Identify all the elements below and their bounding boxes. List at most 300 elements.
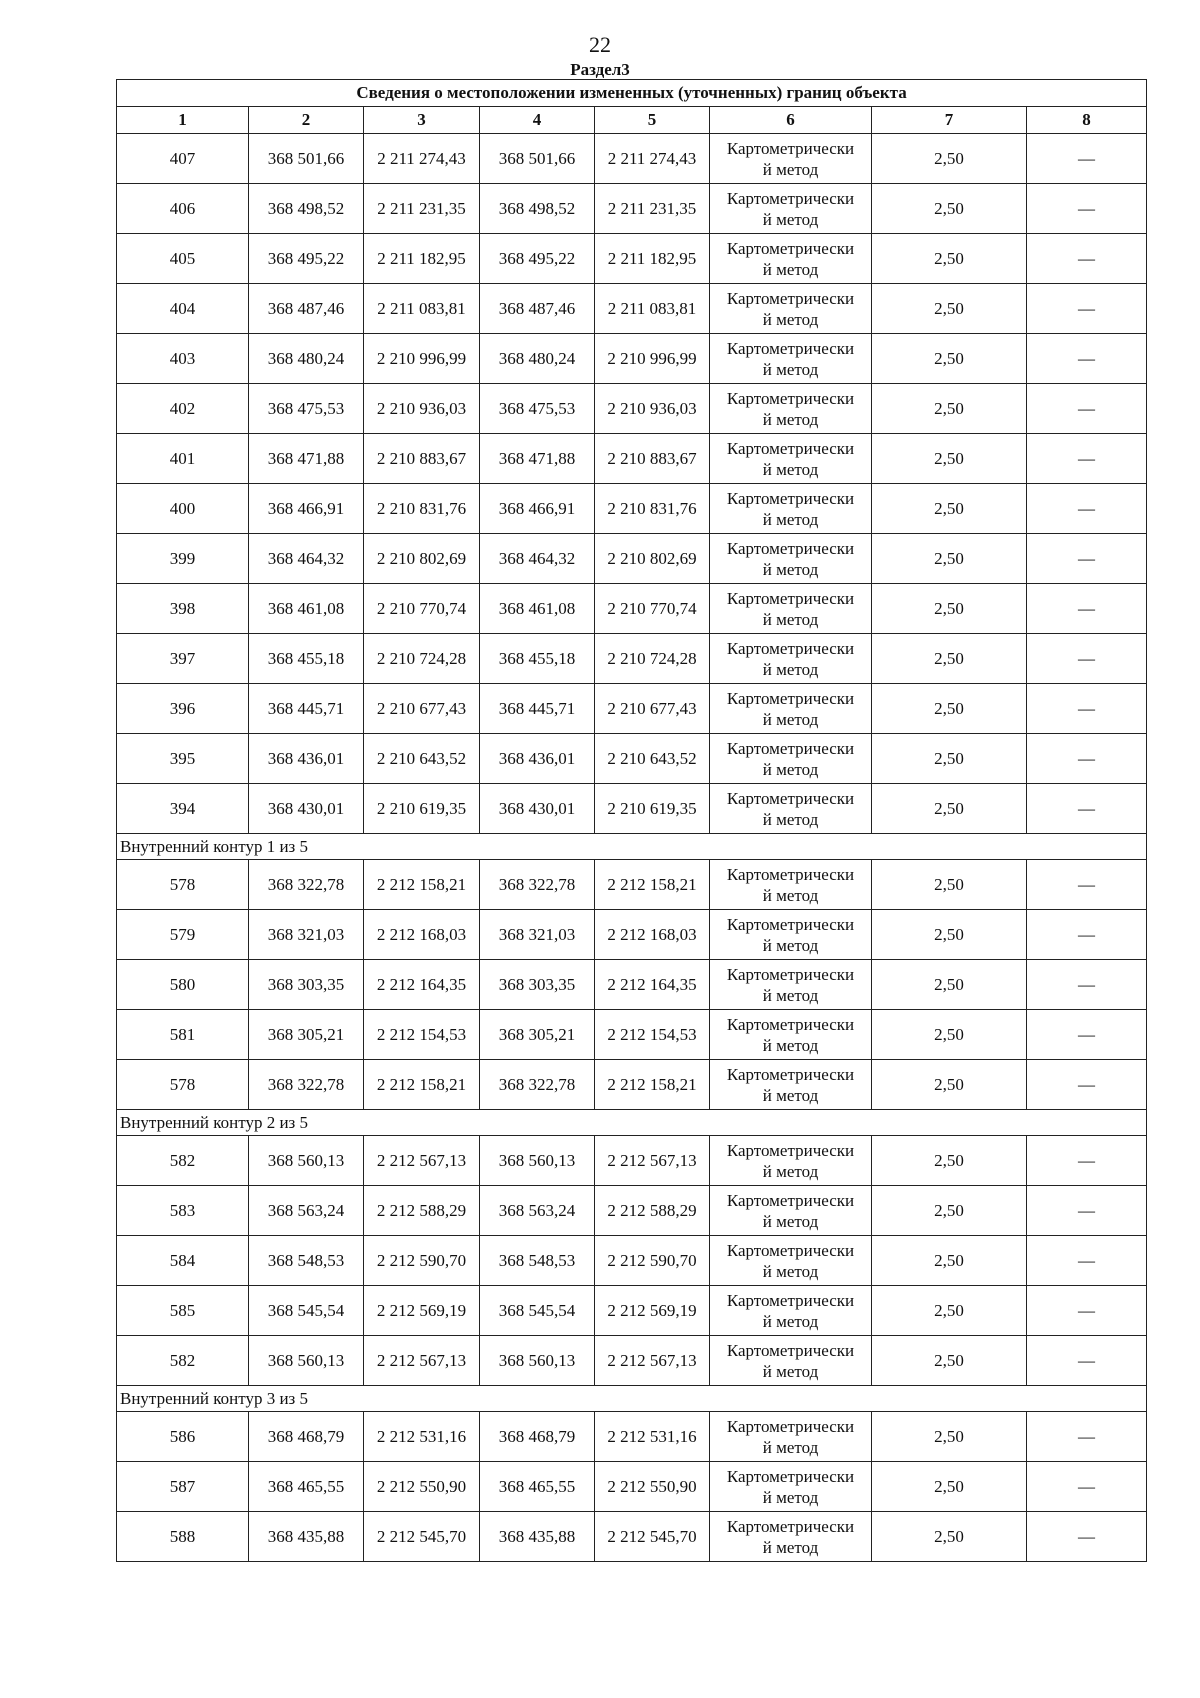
note-cell: — xyxy=(1027,1010,1147,1060)
x-coordinate-updated-cell: 368 560,13 xyxy=(480,1136,595,1186)
table-row xyxy=(117,684,1147,734)
y-coordinate-existing-cell: 2 211 182,95 xyxy=(364,234,480,284)
method-text-line-2: й метод xyxy=(762,559,819,579)
x-coordinate-updated-cell: 368 322,78 xyxy=(480,1060,595,1110)
y-coordinate-existing-cell: 2 212 531,16 xyxy=(364,1412,480,1462)
method-text-line-2: й метод xyxy=(762,1537,819,1557)
y-coordinate-existing-cell: 2 210 643,52 xyxy=(364,734,480,784)
method-cell xyxy=(710,1336,872,1386)
x-coordinate-existing-cell: 368 548,53 xyxy=(249,1236,364,1286)
point-number-cell: 584 xyxy=(117,1236,249,1286)
table-row xyxy=(117,334,1147,384)
table-caption: Сведения о местоположении измененных (уточненных) границ объекта xyxy=(117,80,1147,107)
y-coordinate-existing-cell: 2 210 802,69 xyxy=(364,534,480,584)
note-cell: — xyxy=(1027,1512,1147,1562)
x-coordinate-updated-cell: 368 305,21 xyxy=(480,1010,595,1060)
note-cell: — xyxy=(1027,1186,1147,1236)
point-number-cell: 404 xyxy=(117,284,249,334)
y-coordinate-existing-cell: 2 212 550,90 xyxy=(364,1462,480,1512)
method-text-line-1: Картометрически xyxy=(726,488,855,508)
method-text-line-2: й метод xyxy=(762,209,819,229)
method-text-line-2: й метод xyxy=(762,409,819,429)
method-text-line-1: Картометрически xyxy=(726,1516,855,1536)
method-text-line-2: й метод xyxy=(762,759,819,779)
accuracy-cell: 2,50 xyxy=(872,684,1027,734)
column-number: 8 xyxy=(1027,107,1147,134)
y-coordinate-existing-cell: 2 210 996,99 xyxy=(364,334,480,384)
method-cell xyxy=(710,484,872,534)
method-cell xyxy=(710,334,872,384)
point-number-cell: 578 xyxy=(117,1060,249,1110)
point-number-cell: 587 xyxy=(117,1462,249,1512)
x-coordinate-existing-cell: 368 465,55 xyxy=(249,1462,364,1512)
table-row xyxy=(117,1136,1147,1186)
x-coordinate-updated-cell: 368 430,01 xyxy=(480,784,595,834)
note-cell: — xyxy=(1027,1462,1147,1512)
y-coordinate-existing-cell: 2 210 831,76 xyxy=(364,484,480,534)
y-coordinate-updated-cell: 2 212 569,19 xyxy=(595,1286,710,1336)
accuracy-cell: 2,50 xyxy=(872,384,1027,434)
point-number-cell: 403 xyxy=(117,334,249,384)
method-cell xyxy=(710,434,872,484)
column-number: 4 xyxy=(480,107,595,134)
method-text-line-1: Картометрически xyxy=(726,1014,855,1034)
accuracy-cell: 2,50 xyxy=(872,284,1027,334)
point-number-cell: 585 xyxy=(117,1286,249,1336)
method-text-line-1: Картометрически xyxy=(726,288,855,308)
accuracy-cell: 2,50 xyxy=(872,960,1027,1010)
table-row xyxy=(117,484,1147,534)
y-coordinate-existing-cell: 2 212 158,21 xyxy=(364,860,480,910)
y-coordinate-updated-cell: 2 210 770,74 xyxy=(595,584,710,634)
note-cell: — xyxy=(1027,184,1147,234)
point-number-cell: 400 xyxy=(117,484,249,534)
note-cell: — xyxy=(1027,434,1147,484)
method-text-line-1: Картометрически xyxy=(726,1140,855,1160)
column-number: 5 xyxy=(595,107,710,134)
table-row xyxy=(117,960,1147,1010)
note-cell: — xyxy=(1027,684,1147,734)
page-number: 22 xyxy=(589,32,611,57)
accuracy-cell: 2,50 xyxy=(872,1010,1027,1060)
x-coordinate-updated-cell: 368 545,54 xyxy=(480,1286,595,1336)
method-cell xyxy=(710,1512,872,1562)
method-cell xyxy=(710,684,872,734)
y-coordinate-updated-cell: 2 210 643,52 xyxy=(595,734,710,784)
y-coordinate-updated-cell: 2 212 154,53 xyxy=(595,1010,710,1060)
contour-heading-row xyxy=(117,834,1147,860)
y-coordinate-existing-cell: 2 212 158,21 xyxy=(364,1060,480,1110)
note-cell: — xyxy=(1027,234,1147,284)
y-coordinate-existing-cell: 2 211 083,81 xyxy=(364,284,480,334)
method-text-line-2: й метод xyxy=(762,309,819,329)
method-text-line-2: й метод xyxy=(762,1161,819,1181)
x-coordinate-existing-cell: 368 487,46 xyxy=(249,284,364,334)
x-coordinate-updated-cell: 368 466,91 xyxy=(480,484,595,534)
accuracy-cell: 2,50 xyxy=(872,134,1027,184)
x-coordinate-updated-cell: 368 436,01 xyxy=(480,734,595,784)
method-text-line-2: й метод xyxy=(762,259,819,279)
method-cell xyxy=(710,384,872,434)
accuracy-cell: 2,50 xyxy=(872,484,1027,534)
method-text-line-1: Картометрически xyxy=(726,1290,855,1310)
x-coordinate-updated-cell: 368 560,13 xyxy=(480,1336,595,1386)
method-text-line-1: Картометрически xyxy=(726,914,855,934)
method-text-line-2: й метод xyxy=(762,809,819,829)
x-coordinate-existing-cell: 368 435,88 xyxy=(249,1512,364,1562)
y-coordinate-existing-cell: 2 212 154,53 xyxy=(364,1010,480,1060)
method-text-line-2: й метод xyxy=(762,709,819,729)
table-row xyxy=(117,234,1147,284)
method-text-line-2: й метод xyxy=(762,359,819,379)
x-coordinate-existing-cell: 368 455,18 xyxy=(249,634,364,684)
y-coordinate-updated-cell: 2 210 802,69 xyxy=(595,534,710,584)
method-text-line-2: й метод xyxy=(762,935,819,955)
y-coordinate-existing-cell: 2 210 619,35 xyxy=(364,784,480,834)
table-row xyxy=(117,434,1147,484)
method-cell xyxy=(710,1462,872,1512)
accuracy-cell: 2,50 xyxy=(872,234,1027,284)
y-coordinate-updated-cell: 2 212 590,70 xyxy=(595,1236,710,1286)
accuracy-cell: 2,50 xyxy=(872,1136,1027,1186)
note-cell: — xyxy=(1027,1286,1147,1336)
method-text-line-1: Картометрически xyxy=(726,688,855,708)
x-coordinate-existing-cell: 368 480,24 xyxy=(249,334,364,384)
point-number-cell: 402 xyxy=(117,384,249,434)
x-coordinate-existing-cell: 368 461,08 xyxy=(249,584,364,634)
column-number: 3 xyxy=(364,107,480,134)
table-row xyxy=(117,1462,1147,1512)
method-text-line-2: й метод xyxy=(762,1437,819,1457)
x-coordinate-existing-cell: 368 305,21 xyxy=(249,1010,364,1060)
table-row xyxy=(117,1060,1147,1110)
accuracy-cell: 2,50 xyxy=(872,1462,1027,1512)
x-coordinate-updated-cell: 368 548,53 xyxy=(480,1236,595,1286)
note-cell: — xyxy=(1027,334,1147,384)
accuracy-cell: 2,50 xyxy=(872,634,1027,684)
y-coordinate-updated-cell: 2 212 168,03 xyxy=(595,910,710,960)
x-coordinate-existing-cell: 368 560,13 xyxy=(249,1336,364,1386)
method-text-line-1: Картометрически xyxy=(726,588,855,608)
point-number-cell: 583 xyxy=(117,1186,249,1236)
point-number-cell: 397 xyxy=(117,634,249,684)
method-cell xyxy=(710,634,872,684)
point-number-cell: 406 xyxy=(117,184,249,234)
note-cell: — xyxy=(1027,910,1147,960)
table-body xyxy=(117,80,1147,1562)
note-cell: — xyxy=(1027,1060,1147,1110)
point-number-cell: 401 xyxy=(117,434,249,484)
column-number: 7 xyxy=(872,107,1027,134)
table-row xyxy=(117,1236,1147,1286)
y-coordinate-updated-cell: 2 211 274,43 xyxy=(595,134,710,184)
x-coordinate-updated-cell: 368 487,46 xyxy=(480,284,595,334)
accuracy-cell: 2,50 xyxy=(872,1412,1027,1462)
x-coordinate-existing-cell: 368 322,78 xyxy=(249,1060,364,1110)
y-coordinate-existing-cell: 2 211 231,35 xyxy=(364,184,480,234)
table-row xyxy=(117,1286,1147,1336)
method-text-line-1: Картометрически xyxy=(726,1466,855,1486)
accuracy-cell: 2,50 xyxy=(872,1286,1027,1336)
method-text-line-1: Картометрически xyxy=(726,1190,855,1210)
note-cell: — xyxy=(1027,784,1147,834)
note-cell: — xyxy=(1027,734,1147,784)
point-number-cell: 396 xyxy=(117,684,249,734)
point-number-cell: 581 xyxy=(117,1010,249,1060)
accuracy-cell: 2,50 xyxy=(872,1186,1027,1236)
y-coordinate-updated-cell: 2 211 182,95 xyxy=(595,234,710,284)
y-coordinate-updated-cell: 2 210 831,76 xyxy=(595,484,710,534)
note-cell: — xyxy=(1027,484,1147,534)
x-coordinate-updated-cell: 368 498,52 xyxy=(480,184,595,234)
point-number-cell: 394 xyxy=(117,784,249,834)
y-coordinate-updated-cell: 2 212 545,70 xyxy=(595,1512,710,1562)
table-row xyxy=(117,860,1147,910)
table-row xyxy=(117,584,1147,634)
method-cell xyxy=(710,1412,872,1462)
x-coordinate-existing-cell: 368 322,78 xyxy=(249,860,364,910)
method-cell xyxy=(710,284,872,334)
table-caption-row xyxy=(117,80,1147,107)
note-cell: — xyxy=(1027,384,1147,434)
point-number-cell: 398 xyxy=(117,584,249,634)
method-text-line-2: й метод xyxy=(762,459,819,479)
table-row xyxy=(117,1512,1147,1562)
method-text-line-2: й метод xyxy=(762,159,819,179)
y-coordinate-updated-cell: 2 210 724,28 xyxy=(595,634,710,684)
note-cell: — xyxy=(1027,534,1147,584)
accuracy-cell: 2,50 xyxy=(872,1060,1027,1110)
table-row xyxy=(117,134,1147,184)
table-row xyxy=(117,910,1147,960)
table-row xyxy=(117,534,1147,584)
method-text-line-2: й метод xyxy=(762,885,819,905)
y-coordinate-existing-cell: 2 212 590,70 xyxy=(364,1236,480,1286)
point-number-cell: 407 xyxy=(117,134,249,184)
x-coordinate-existing-cell: 368 498,52 xyxy=(249,184,364,234)
accuracy-cell: 2,50 xyxy=(872,184,1027,234)
method-cell xyxy=(710,960,872,1010)
y-coordinate-updated-cell: 2 212 164,35 xyxy=(595,960,710,1010)
x-coordinate-existing-cell: 368 466,91 xyxy=(249,484,364,534)
x-coordinate-existing-cell: 368 468,79 xyxy=(249,1412,364,1462)
x-coordinate-updated-cell: 368 435,88 xyxy=(480,1512,595,1562)
method-cell xyxy=(710,1286,872,1336)
method-text-line-2: й метод xyxy=(762,1361,819,1381)
point-number-cell: 588 xyxy=(117,1512,249,1562)
note-cell: — xyxy=(1027,134,1147,184)
y-coordinate-existing-cell: 2 210 883,67 xyxy=(364,434,480,484)
column-number: 2 xyxy=(249,107,364,134)
y-coordinate-updated-cell: 2 212 158,21 xyxy=(595,1060,710,1110)
table-row xyxy=(117,1186,1147,1236)
method-text-line-1: Картометрически xyxy=(726,738,855,758)
method-text-line-2: й метод xyxy=(762,509,819,529)
method-text-line-1: Картометрически xyxy=(726,438,855,458)
method-cell xyxy=(710,1136,872,1186)
y-coordinate-existing-cell: 2 212 545,70 xyxy=(364,1512,480,1562)
x-coordinate-updated-cell: 368 563,24 xyxy=(480,1186,595,1236)
x-coordinate-existing-cell: 368 430,01 xyxy=(249,784,364,834)
method-text-line-1: Картометрически xyxy=(726,864,855,884)
table-row xyxy=(117,734,1147,784)
accuracy-cell: 2,50 xyxy=(872,434,1027,484)
x-coordinate-updated-cell: 368 464,32 xyxy=(480,534,595,584)
point-number-cell: 579 xyxy=(117,910,249,960)
x-coordinate-updated-cell: 368 471,88 xyxy=(480,434,595,484)
method-text-line-1: Картометрически xyxy=(726,638,855,658)
accuracy-cell: 2,50 xyxy=(872,1512,1027,1562)
method-text-line-1: Картометрически xyxy=(726,1240,855,1260)
method-cell xyxy=(710,1236,872,1286)
x-coordinate-updated-cell: 368 321,03 xyxy=(480,910,595,960)
x-coordinate-updated-cell: 368 475,53 xyxy=(480,384,595,434)
x-coordinate-updated-cell: 368 495,22 xyxy=(480,234,595,284)
accuracy-cell: 2,50 xyxy=(872,860,1027,910)
y-coordinate-existing-cell: 2 210 936,03 xyxy=(364,384,480,434)
table-row xyxy=(117,284,1147,334)
x-coordinate-updated-cell: 368 468,79 xyxy=(480,1412,595,1462)
table-row xyxy=(117,784,1147,834)
x-coordinate-existing-cell: 368 464,32 xyxy=(249,534,364,584)
note-cell: — xyxy=(1027,1136,1147,1186)
contour-heading-row xyxy=(117,1110,1147,1136)
method-text-line-2: й метод xyxy=(762,1311,819,1331)
note-cell: — xyxy=(1027,584,1147,634)
y-coordinate-existing-cell: 2 212 569,19 xyxy=(364,1286,480,1336)
x-coordinate-existing-cell: 368 321,03 xyxy=(249,910,364,960)
method-text-line-2: й метод xyxy=(762,1487,819,1507)
x-coordinate-existing-cell: 368 303,35 xyxy=(249,960,364,1010)
table-row xyxy=(117,184,1147,234)
x-coordinate-existing-cell: 368 445,71 xyxy=(249,684,364,734)
table-row xyxy=(117,384,1147,434)
method-text-line-1: Картометрически xyxy=(726,1416,855,1436)
note-cell: — xyxy=(1027,284,1147,334)
table-row xyxy=(117,1336,1147,1386)
x-coordinate-existing-cell: 368 560,13 xyxy=(249,1136,364,1186)
y-coordinate-updated-cell: 2 212 158,21 xyxy=(595,860,710,910)
note-cell: — xyxy=(1027,634,1147,684)
method-text-line-1: Картометрически xyxy=(726,1064,855,1084)
method-cell xyxy=(710,784,872,834)
y-coordinate-updated-cell: 2 210 677,43 xyxy=(595,684,710,734)
y-coordinate-updated-cell: 2 211 231,35 xyxy=(595,184,710,234)
point-number-cell: 586 xyxy=(117,1412,249,1462)
point-number-cell: 405 xyxy=(117,234,249,284)
boundary-coordinates-table xyxy=(116,79,1147,1562)
note-cell: — xyxy=(1027,1412,1147,1462)
x-coordinate-updated-cell: 368 501,66 xyxy=(480,134,595,184)
table-row xyxy=(117,1010,1147,1060)
x-coordinate-updated-cell: 368 461,08 xyxy=(480,584,595,634)
x-coordinate-updated-cell: 368 322,78 xyxy=(480,860,595,910)
y-coordinate-updated-cell: 2 210 619,35 xyxy=(595,784,710,834)
section-title: Раздел3 xyxy=(570,60,630,79)
accuracy-cell: 2,50 xyxy=(872,734,1027,784)
column-numbers-row xyxy=(117,107,1147,134)
method-cell xyxy=(710,1010,872,1060)
table-row xyxy=(117,1412,1147,1462)
x-coordinate-existing-cell: 368 495,22 xyxy=(249,234,364,284)
contour-heading: Внутренний контур 3 из 5 xyxy=(117,1386,1147,1412)
x-coordinate-existing-cell: 368 475,53 xyxy=(249,384,364,434)
x-coordinate-updated-cell: 368 455,18 xyxy=(480,634,595,684)
method-cell xyxy=(710,1060,872,1110)
method-text-line-2: й метод xyxy=(762,1085,819,1105)
y-coordinate-updated-cell: 2 212 567,13 xyxy=(595,1336,710,1386)
note-cell: — xyxy=(1027,1236,1147,1286)
note-cell: — xyxy=(1027,1336,1147,1386)
y-coordinate-existing-cell: 2 211 274,43 xyxy=(364,134,480,184)
x-coordinate-existing-cell: 368 471,88 xyxy=(249,434,364,484)
method-text-line-2: й метод xyxy=(762,659,819,679)
accuracy-cell: 2,50 xyxy=(872,334,1027,384)
method-text-line-1: Картометрически xyxy=(726,188,855,208)
note-cell: — xyxy=(1027,960,1147,1010)
y-coordinate-existing-cell: 2 212 567,13 xyxy=(364,1336,480,1386)
method-text-line-2: й метод xyxy=(762,1035,819,1055)
method-cell xyxy=(710,234,872,284)
method-text-line-1: Картометрически xyxy=(726,788,855,808)
y-coordinate-existing-cell: 2 210 770,74 xyxy=(364,584,480,634)
method-cell xyxy=(710,584,872,634)
accuracy-cell: 2,50 xyxy=(872,1236,1027,1286)
method-cell xyxy=(710,534,872,584)
y-coordinate-existing-cell: 2 212 164,35 xyxy=(364,960,480,1010)
column-number: 6 xyxy=(710,107,872,134)
x-coordinate-existing-cell: 368 436,01 xyxy=(249,734,364,784)
accuracy-cell: 2,50 xyxy=(872,1336,1027,1386)
method-text-line-1: Картометрически xyxy=(726,538,855,558)
point-number-cell: 582 xyxy=(117,1136,249,1186)
accuracy-cell: 2,50 xyxy=(872,784,1027,834)
point-number-cell: 395 xyxy=(117,734,249,784)
method-text-line-1: Картометрически xyxy=(726,338,855,358)
point-number-cell: 578 xyxy=(117,860,249,910)
y-coordinate-updated-cell: 2 212 550,90 xyxy=(595,1462,710,1512)
contour-heading-row xyxy=(117,1386,1147,1412)
method-text-line-1: Картометрически xyxy=(726,1340,855,1360)
y-coordinate-updated-cell: 2 212 588,29 xyxy=(595,1186,710,1236)
x-coordinate-updated-cell: 368 480,24 xyxy=(480,334,595,384)
x-coordinate-existing-cell: 368 545,54 xyxy=(249,1286,364,1336)
method-text-line-1: Картометрически xyxy=(726,388,855,408)
method-text-line-1: Картометрически xyxy=(726,138,855,158)
method-text-line-2: й метод xyxy=(762,985,819,1005)
contour-heading: Внутренний контур 1 из 5 xyxy=(117,834,1147,860)
y-coordinate-updated-cell: 2 210 936,03 xyxy=(595,384,710,434)
point-number-cell: 399 xyxy=(117,534,249,584)
y-coordinate-updated-cell: 2 212 531,16 xyxy=(595,1412,710,1462)
x-coordinate-updated-cell: 368 445,71 xyxy=(480,684,595,734)
x-coordinate-existing-cell: 368 563,24 xyxy=(249,1186,364,1236)
y-coordinate-updated-cell: 2 210 996,99 xyxy=(595,334,710,384)
y-coordinate-updated-cell: 2 210 883,67 xyxy=(595,434,710,484)
method-cell xyxy=(710,1186,872,1236)
x-coordinate-updated-cell: 368 303,35 xyxy=(480,960,595,1010)
method-cell xyxy=(710,860,872,910)
method-text-line-1: Картометрически xyxy=(726,964,855,984)
method-cell xyxy=(710,734,872,784)
method-cell xyxy=(710,184,872,234)
x-coordinate-existing-cell: 368 501,66 xyxy=(249,134,364,184)
method-cell xyxy=(710,910,872,960)
y-coordinate-updated-cell: 2 212 567,13 xyxy=(595,1136,710,1186)
y-coordinate-existing-cell: 2 212 567,13 xyxy=(364,1136,480,1186)
y-coordinate-existing-cell: 2 210 677,43 xyxy=(364,684,480,734)
accuracy-cell: 2,50 xyxy=(872,534,1027,584)
